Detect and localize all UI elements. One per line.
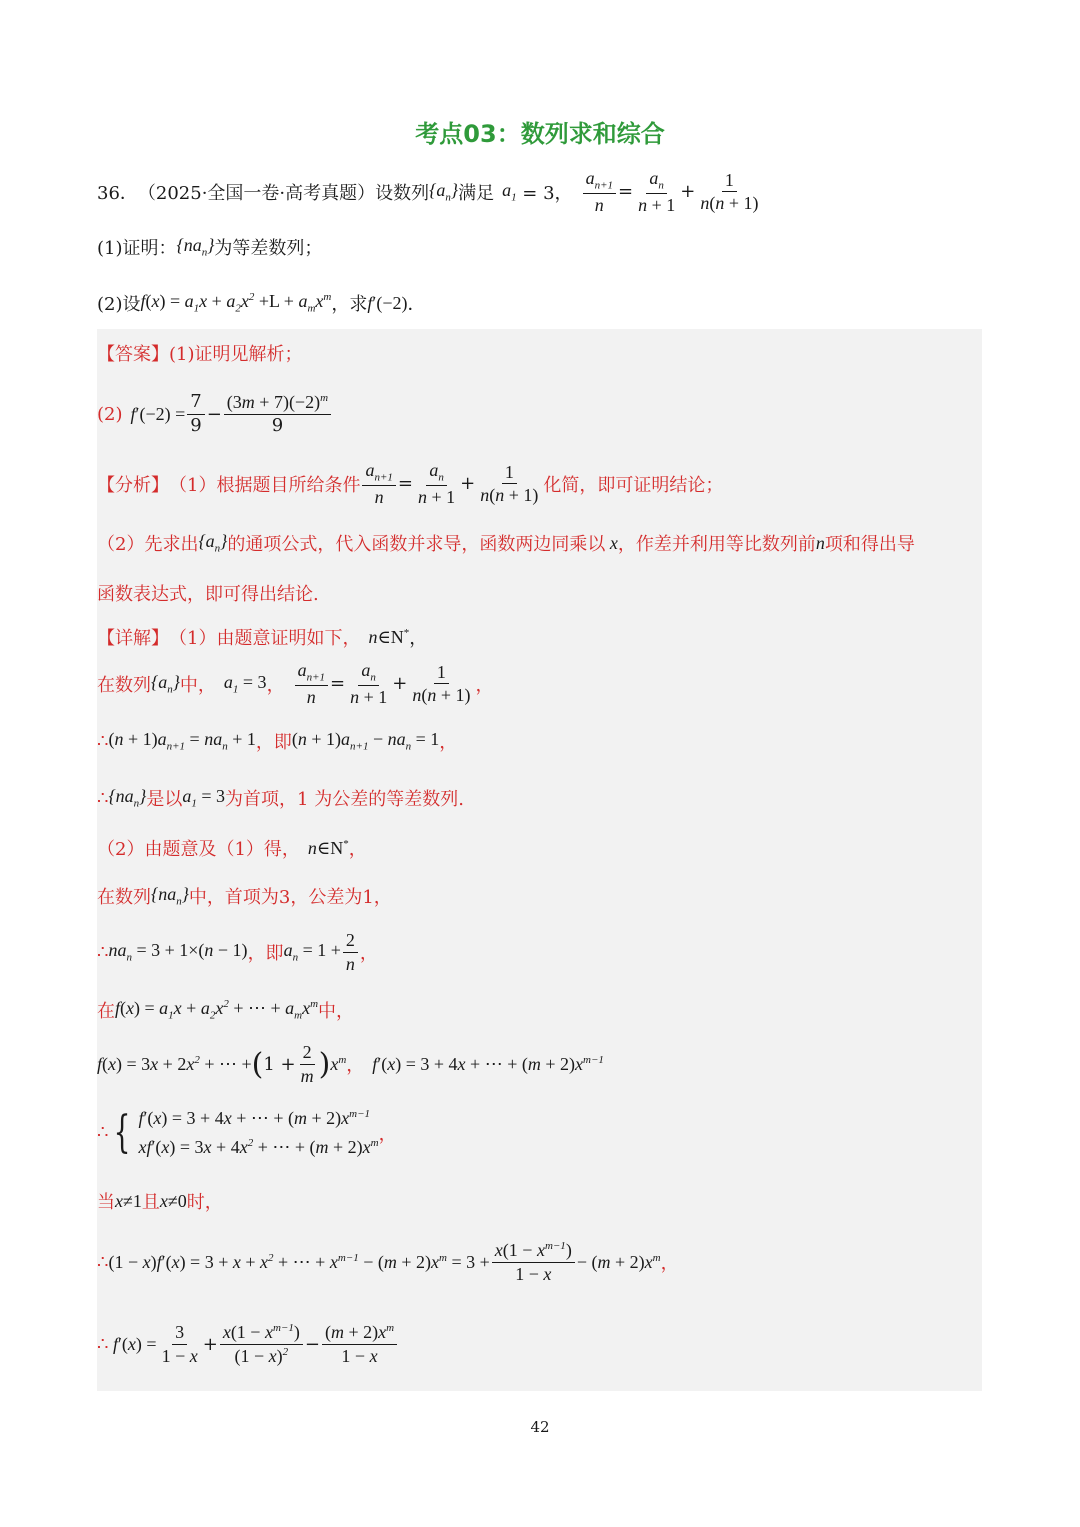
- answer-label: 【答案】: [97, 344, 169, 365]
- question-stem: 36． （2025·全国一卷·高考真题） 设数列 $\{a_n\}$ 满足 $a_1$ = 3， $\frac{a_{n+1}}{n}$ = $\frac{a_n}{n + 1}$ + $\frac{1}{n(n + 1)}$: [97, 168, 759, 216]
- detail-line-8: 在 $f(x) = a_1x + a_2x^2$ + ⋯ + $a_mx^m$ 中，: [97, 998, 355, 1022]
- question-number: 36．: [97, 182, 138, 204]
- page-title: 考点03：数列求和综合: [415, 120, 665, 148]
- analysis-label: 【分析】: [97, 474, 169, 496]
- detail-line-2: 在数列 $\{a_n\}$ 中， $a_1 = 3$ ， $\frac{a_{n+1}}{n}$ = $\frac{a_n}{n + 1}$ + $\frac{1}{n(n + 1)}$ ，: [97, 660, 494, 708]
- page-number: 42: [530, 1418, 550, 1436]
- detail-line-1: 【详解】 （1）由题意证明如下， n∈N* ，: [97, 624, 427, 650]
- detail-line-12: ∴ $(1 - x)f'(x) = 3 + x + x^2$ + ⋯ + $x^{m-1} - (m + 2)x^m = 3$ + $\frac{x(1 - x^{m-1})}{1 - x}$ − $(m + 2)x^m$ ，: [97, 1240, 679, 1284]
- detail-label: 【详解】: [97, 628, 169, 649]
- detail-line-5: （2）由题意及（1）得， n∈N* ，: [97, 837, 367, 860]
- analysis-line-3: 函数表达式，即可得出结论.: [97, 584, 319, 605]
- answer-line-1: 【答案】 (1)证明见解析；: [97, 340, 303, 366]
- question-part-1: (1)证明： $\{na_n\}$ 为等差数列；: [97, 235, 323, 259]
- analysis-line-2: （2）先求出 $\{a_n\}$ 的通项公式，代入函数并求导，函数两边同乘以 x ，作差并利用等比数列前 n 项和得出导: [97, 531, 915, 555]
- detail-line-7: ∴ $na_n = 3 + 1\times(n - 1)$ ，即 $a_n = 1$ + $\frac{2}{n}$ ，: [97, 930, 378, 974]
- question-part-2: (2)设 $f(x) = a_1x + a_2x^2 +L + a_mx^m$ ，求 f′(−2) ．: [97, 291, 426, 315]
- detail-line-9: $f(x) = 3x + 2x^2$ + ⋯ + ( 1 + $\frac{2}{m}$ ) $x^m$ ， f′(x) = 3 + 4x + ⋯ + $(m + 2)x^{m-1}$: [97, 1042, 604, 1086]
- detail-line-11: 当 x≠1 且 x≠0 时，: [97, 1190, 223, 1213]
- question-source: （2025·全国一卷·高考真题）: [137, 182, 376, 204]
- detail-line-4: ∴ $\{na_n\}$ 是以 $a_1 = 3$ 为首项，1 为公差的等差数列.: [97, 786, 464, 810]
- answer-line-2: (2) f′(−2) = $\frac{7}{9}$ − $\frac{(3m + 7)(-2)^m}{9}$: [97, 392, 333, 436]
- detail-line-10: ∴ { f′(x) = 3 + 4x + ⋯ + $(m + 2)x^{m-1}$ $xf'(x) = 3x + 4x^2$ + ⋯ + $(m + 2)x^m$ ，: [97, 1106, 397, 1158]
- detail-line-3: ∴ $(n + 1)a_{n+1} = na_n + 1$ ，即 $(n + 1)a_{n+1} - na_n = 1$ ，: [97, 729, 458, 753]
- analysis-line-1: 【分析】 （1）根据题目所给条件 $\frac{a_{n+1}}{n}$ = $\frac{a_n}{n + 1}$ + $\frac{1}{n(n + 1)}$ 化简，即可证明结论；: [97, 460, 724, 508]
- detail-line-13: ∴ f′(x) = $\frac{3}{1 - x}$ + $\frac{x(1 - x^{m-1})}{(1 - x)^2}$ − $\frac{(m + 2)x^m}{1 - x}$: [97, 1322, 399, 1366]
- detail-line-6: 在数列 $\{na_n\}$ 中，首项为3，公差为1，: [97, 884, 392, 908]
